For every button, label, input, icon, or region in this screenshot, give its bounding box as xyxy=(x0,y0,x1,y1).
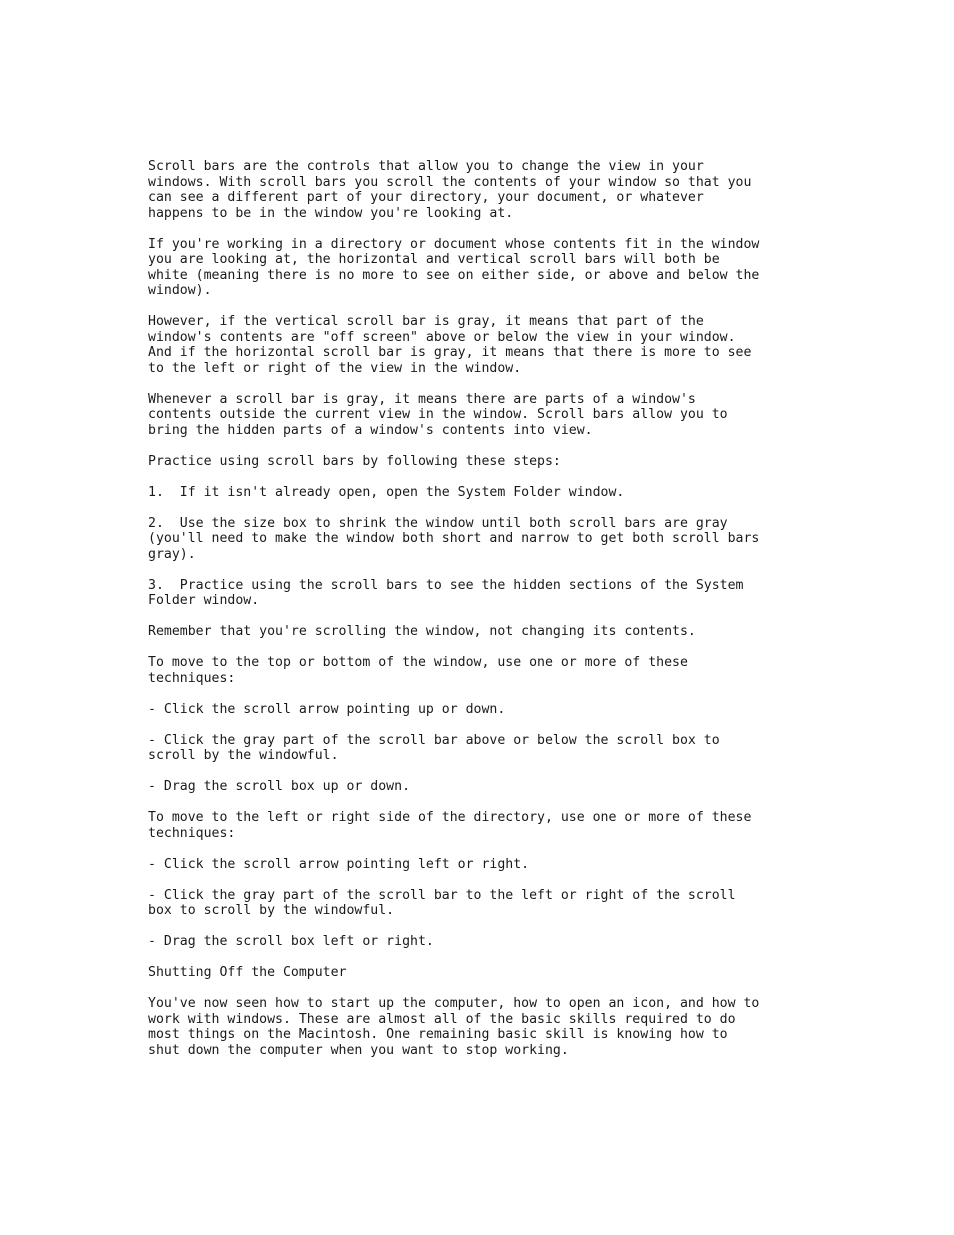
bullet-drag-up-down: - Drag the scroll box up or down. xyxy=(148,779,411,794)
paragraph-vertical-techniques: To move to the top or bottom of the window, use one or more of these techniques: xyxy=(148,655,688,686)
paragraph-shutting-off: You've now seen how to start up the computer, how to open an icon, and how to work with windows. These are almost all of the basic skills required to do most things on the Macintosh. One remaining basic skill is knowing how to shut down the computer when you want to stop working. xyxy=(148,996,760,1058)
step-2: 2. Use the size box to shrink the window until both scroll bars are gray (you'll need to make the window both short and narrow to get both scroll bars gray). xyxy=(148,515,760,562)
document-page xyxy=(148,159,828,1074)
step-3: 3. Practice using the scroll bars to see the hidden sections of the System Folder window. xyxy=(148,577,744,608)
paragraph-remember: Remember that you're scrolling the window, not changing its contents. xyxy=(148,624,696,639)
paragraph-horizontal-techniques: To move to the left or right side of the directory, use one or more of these techniques: xyxy=(148,810,752,841)
paragraph-white-scroll-bars: If you're working in a directory or document whose contents fit in the window you are looking at, the horizontal and vertical scroll bars will both be white (meaning there is no more to see on either side, or above and below the window). xyxy=(148,236,760,298)
paragraph-gray-scroll-bars: However, if the vertical scroll bar is gray, it means that part of the window's contents are "off screen" above or below the view in your window. And if the horizontal scroll bar is gray, it means that there is more to see to the left or right of the view in the window. xyxy=(148,314,752,376)
bullet-scroll-arrow-up-down: - Click the scroll arrow pointing up or down. xyxy=(148,701,506,717)
step-1: 1. If it isn't already open, open the System Folder window. xyxy=(148,484,625,500)
bullet-gray-part-left-right: - Click the gray part of the scroll bar to the left or right of the scroll box to scroll by the windowful. xyxy=(148,887,736,918)
section-heading: Shutting Off the Computer xyxy=(148,965,347,980)
paragraph-scroll-bars-intro: Scroll bars are the controls that allow you to change the view in your windows. With scroll bars you scroll the contents of your window so that you can see a different part of your directory, your document, or whatever happens to be in the window you're looking at. xyxy=(148,159,752,221)
bullet-drag-left-right: - Drag the scroll box left or right. xyxy=(148,934,434,949)
paragraph-hidden-contents: Whenever a scroll bar is gray, it means there are parts of a window's contents outside the current view in the window. Scroll bars allow you to bring the hidden parts of a window's contents into view. xyxy=(148,391,728,438)
paragraph-practice-intro: Practice using scroll bars by following these steps: xyxy=(148,453,561,469)
bullet-gray-part-above-below: - Click the gray part of the scroll bar above or below the scroll box to scroll by the windowful. xyxy=(148,732,720,763)
bullet-scroll-arrow-left-right: - Click the scroll arrow pointing left or right. xyxy=(148,856,530,872)
